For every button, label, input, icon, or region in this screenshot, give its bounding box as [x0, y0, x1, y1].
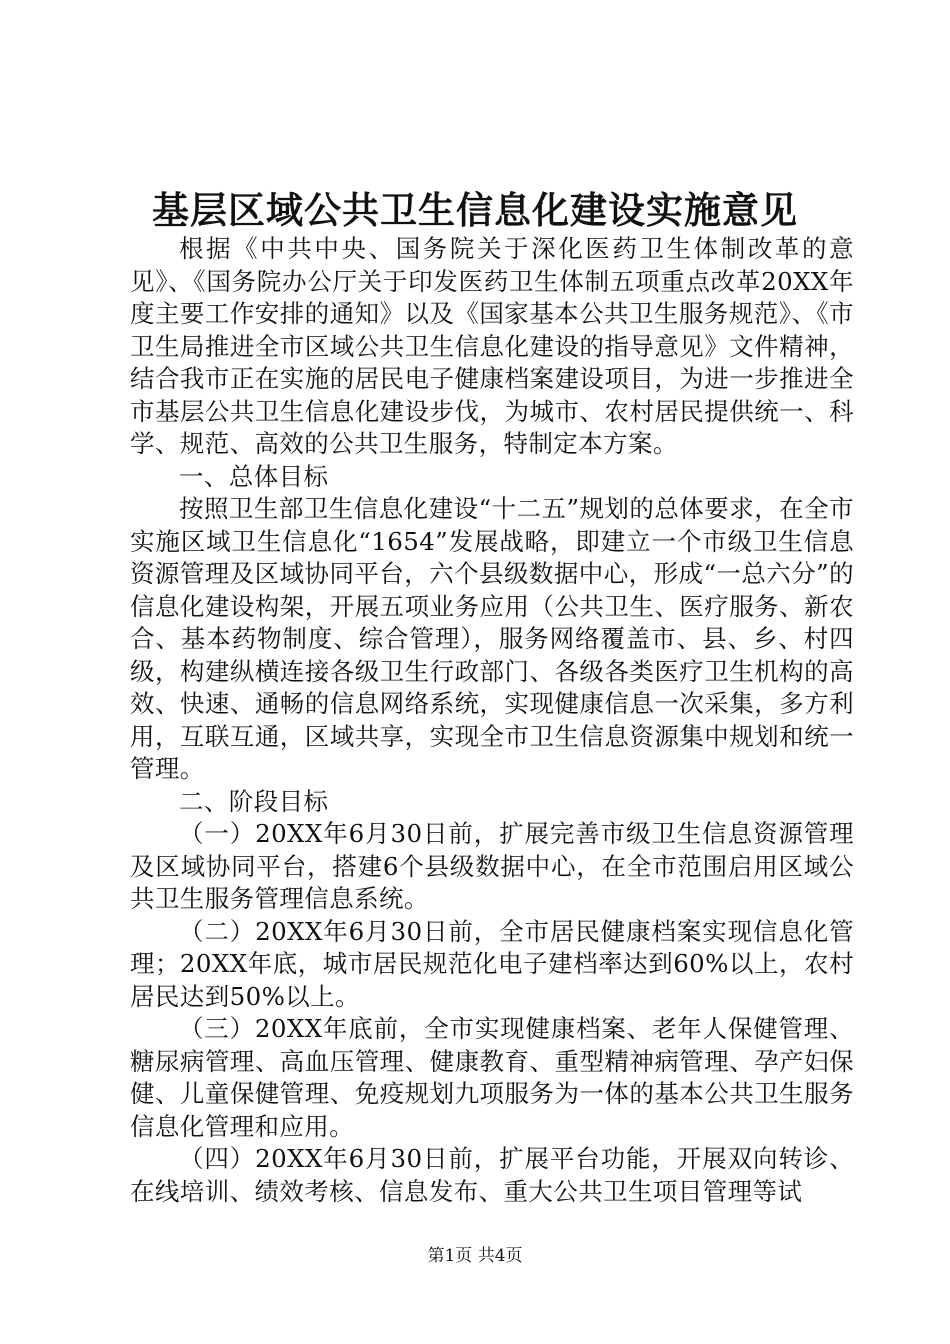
- document-body: [130, 233, 854, 1208]
- section-heading-stage-goals: 二、阶段目标: [179, 786, 329, 816]
- document-title: 基层区域公共卫生信息化建设实施意见: [152, 188, 798, 232]
- paragraph-intro: 根据《中共中央、国务院关于深化医药卫生体制改革的意见》、《国务院办公厅关于印发医药卫生体制五项重点改革20XX年度主要工作安排的通知》以及《国家基本公共卫生服务规范》、《市卫生局推进全市区域公共卫生信息化建设的指导意见》文件精神，结合我市正在实施的居民电子健康档案建设项目，为进一步推进全市基层公共卫生信息化建设步伐，为城市、农村居民提供统一、科学、规范、高效的公共卫生服务，特制定本方案。: [130, 234, 854, 458]
- paragraph-stage-goal-2: （二）20XX年6月30日前，全市居民健康档案实现信息化管理；20XX年底，城市居民规范化电子建档率达到60%以上，农村居民达到50%以上。: [130, 916, 854, 1011]
- paragraph-stage-goal-1: （一）20XX年6月30日前，扩展完善市级卫生信息资源管理及区域协同平台，搭建6个县级数据中心，在全市范围启用区域公共卫生服务管理信息系统。: [130, 819, 854, 913]
- paragraph-overall-goal: 按照卫生部卫生信息化建设“十二五”规划的总体要求，在全市实施区域卫生信息化“1654”发展战略，即建立一个市级卫生信息资源管理及区域协同平台，六个县级数据中心，形成“一总六分”的信息化建设构架，开展五项业务应用（公共卫生、医疗服务、新农合、基本药物制度、综合管理），服务网络覆盖市、县、乡、村四级，构建纵横连接各级卫生行政部门、各级各类医疗卫生机构的高效、快速、通畅的信息网络系统，实现健康信息一次采集，多方利用，互联互通，区域共享，实现全市卫生信息资源集中规划和统一管理。: [130, 494, 854, 783]
- section-heading-overall-goal: 一、总体目标: [179, 461, 329, 491]
- paragraph-stage-goal-3: （三）20XX年底前，全市实现健康档案、老年人保健管理、糖尿病管理、高血压管理、健康教育、重型精神病管理、孕产妇保健、儿童保健管理、免疫规划九项服务为一体的基本公共卫生服务信息化管理和应用。: [130, 1014, 854, 1141]
- page-footer: 第1页 共4页: [427, 1246, 523, 1266]
- paragraph-stage-goal-4: （四）20XX年6月30日前，扩展平台功能，开展双向转诊、在线培训、绩效考核、信息发布、重大公共卫生项目管理等试: [130, 1144, 854, 1206]
